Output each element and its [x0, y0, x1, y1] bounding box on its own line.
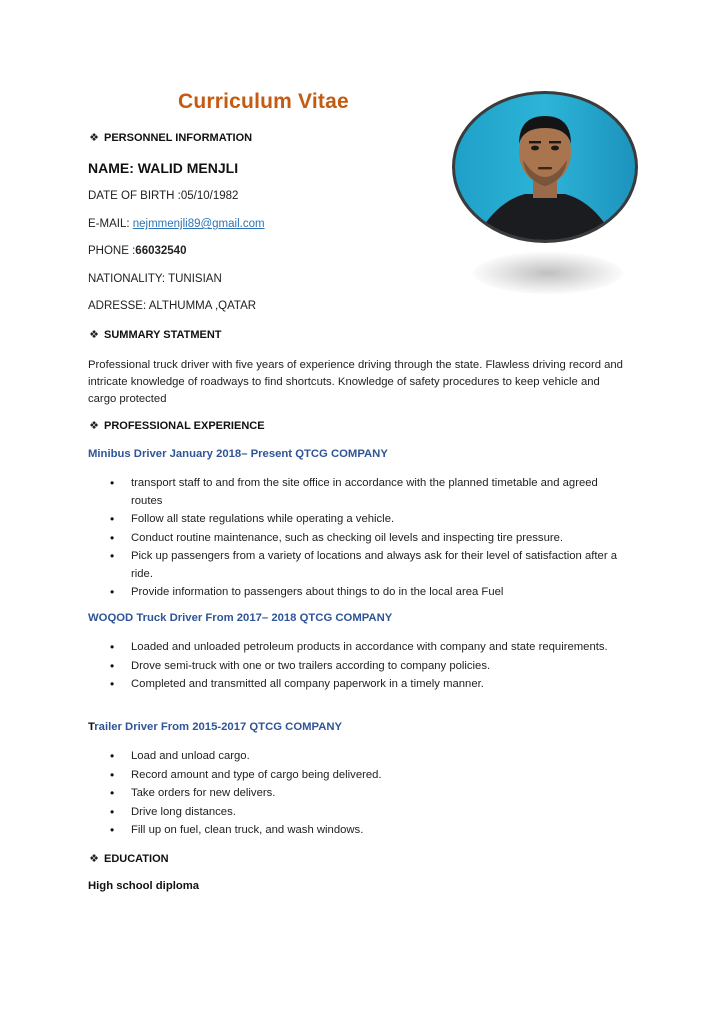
email-line [88, 218, 265, 230]
address: ADRESSE: ALTHUMMA ,QATAR [88, 300, 257, 312]
job-duties-trailer [110, 748, 630, 841]
list-item: • Pick up passengers from a variety of locations and always ask for their level of satisfaction after a ride. [110, 548, 630, 583]
nationality: NATIONALITY: TUNISIAN [88, 273, 222, 285]
email-link[interactable]: nejmmenjli89@gmail.com [132, 218, 265, 230]
section-heading-label: PROFESSIONAL EXPERIENCE [104, 420, 265, 432]
portrait-photo-icon [455, 94, 635, 240]
diamond-bullet-icon: ❖ [89, 328, 99, 341]
phone-label: PHONE : [88, 245, 136, 257]
profile-photo [455, 94, 635, 240]
list-item: • Load and unload cargo. [110, 748, 630, 766]
list-item: • transport staff to and from the site office in accordance with the planned timetable and agreed routes [110, 475, 630, 510]
list-item: • Provide information to passengers about things to do in the local area Fuel [110, 584, 630, 602]
job-title-woqod: WOQOD Truck Driver From 2017– 2018 QTCG COMPANY [88, 612, 393, 624]
section-heading-summary [88, 329, 222, 341]
section-heading-education [88, 853, 169, 865]
photo-shadow [473, 252, 623, 294]
list-item: • Completed and transmitted all company paperwork in a timely manner. [110, 676, 630, 694]
job-duties-minibus [110, 475, 630, 603]
list-item: • Record amount and type of cargo being delivered. [110, 767, 630, 785]
section-heading-label: EDUCATION [104, 853, 169, 865]
diamond-bullet-icon: ❖ [89, 852, 99, 865]
job-title-trailer [88, 721, 342, 733]
summary-paragraph: Professional truck driver with five years of experience driving through the state. Flawless driving record and intricate knowledge of roadways to find shortcuts. Knowledge of safety procedures to keep vehicle and cargo protected [88, 359, 623, 405]
date-of-birth: DATE OF BIRTH :05/10/1982 [88, 190, 239, 202]
diamond-bullet-icon: ❖ [89, 131, 99, 144]
page-title: Curriculum Vitae [178, 90, 349, 113]
diamond-bullet-icon: ❖ [89, 419, 99, 432]
section-heading-experience [88, 420, 265, 432]
list-item: • Drove semi-truck with one or two trailers according to company policies. [110, 658, 630, 676]
list-item: • Drive long distances. [110, 804, 630, 822]
phone-line [88, 245, 186, 257]
job-title-minibus: Minibus Driver January 2018– Present QTCG COMPANY [88, 448, 388, 460]
job-title-first-letter: T [88, 721, 95, 733]
section-heading-personnel [88, 132, 252, 144]
full-name: NAME: WALID MENJLI [88, 160, 239, 176]
list-item: • Loaded and unloaded petroleum products in accordance with company and state requirements. [110, 639, 630, 657]
job-duties-woqod [110, 639, 630, 695]
profile-photo-frame [455, 94, 635, 240]
job-title-rest: railer Driver From 2015-2017 QTCG COMPANY [94, 721, 343, 733]
list-item: • Fill up on fuel, clean truck, and wash windows. [110, 822, 630, 840]
section-heading-label: SUMMARY STATMENT [104, 329, 222, 341]
section-heading-label: PERSONNEL INFORMATION [104, 132, 253, 144]
list-item: • Conduct routine maintenance, such as checking oil levels and inspecting tire pressure. [110, 530, 630, 548]
email-label: E-MAIL: [88, 218, 133, 230]
list-item: • Take orders for new delivers. [110, 785, 630, 803]
education-entry: High school diploma [88, 880, 200, 892]
list-item: • Follow all state regulations while operating a vehicle. [110, 511, 630, 529]
phone-number: 66032540 [135, 245, 187, 257]
